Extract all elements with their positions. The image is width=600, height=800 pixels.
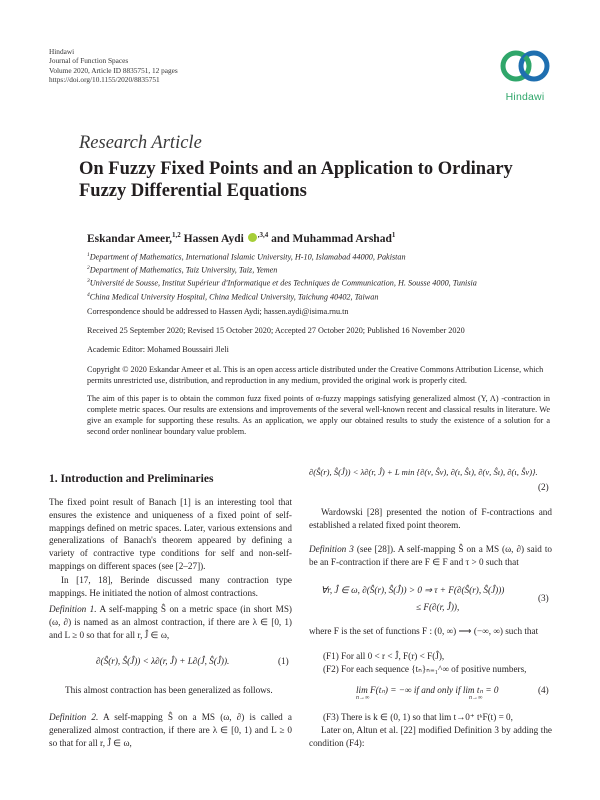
hindawi-logo-icon [498, 44, 552, 90]
article-type: Research Article [79, 133, 202, 153]
paragraph: Later on, Altun et al. [22] modified Definition 3 by adding the condition (F4): [309, 725, 552, 748]
paragraph: Wardowski [28] presented the notion of F-contractions and established a related fixed point theorem. [309, 507, 552, 530]
equation-number: (4) [538, 685, 549, 695]
equation-number: (1) [278, 656, 289, 666]
affiliation: $^4$China Medical University Hospital, China Medical University, Taichung 40402, Taiwan [87, 291, 379, 302]
limit-subscript: n→∞ [469, 695, 483, 701]
affiliation: $^3$Université de Sousse, Institut Supérieur d'Informatique et des Techniques de Communication, H. Sousse 4000, Tunisia [87, 278, 477, 289]
author-list [87, 231, 395, 245]
logo-text: Hindawi [505, 91, 545, 103]
author-name: Eskandar Ameer, [87, 232, 172, 245]
journal-line: Volume 2020, Article ID 8835751, 12 pages [49, 65, 178, 75]
equation-4: lim F(tₙ) = −∞ if and only if lim tₙ = 0 [356, 685, 499, 695]
definition-3 [309, 543, 552, 569]
condition-f3: (F3) There is k ∈ (0, 1) so that lim t→0⁺ tᵏF(t) = 0, [323, 712, 513, 722]
definition-label: Definition 2. [49, 712, 99, 722]
dates: Received 25 September 2020; Revised 15 October 2020; Accepted 27 October 2020; Published 16 November 2020 [87, 326, 465, 335]
definition-1 [49, 603, 292, 641]
journal-line: Hindawi [49, 47, 75, 56]
definition-text: (see [28]). A self-mapping Ŝ on a MS (ω, ∂) said to be an F-contraction if there are F ∈ F and τ > 0 such that [309, 544, 552, 567]
limit-subscript: n→∞ [356, 695, 370, 701]
equation-3-line-1: ∀r, Ĵ ∈ ω, ∂(Ŝ(r), Ŝ(Ĵ)) > 0 ⇒ τ + F(∂(Ŝ(r), Ŝ(Ĵ))) [321, 585, 505, 595]
hindawi-logo [498, 44, 552, 104]
equation-1: ∂(Ŝ(r), Ŝ(Ĵ)) < λ∂(r, Ĵ) + L∂(Ĵ, Ŝ(Ĵ)). [96, 656, 230, 666]
affiliation: $^2$Department of Mathematics, Taiz University, Taiz, Yemen [87, 265, 278, 275]
equation-3-line-2: ≤ F(∂(r, Ĵ)), [416, 602, 460, 612]
affiliation: $^1$Department of Mathematics, International Islamic University, H-10, Islamabad 44000, Pakistan [87, 252, 406, 262]
section-heading: 1. Introduction and Preliminaries [49, 473, 214, 485]
intro-paragraph: The fixed point result of Banach [1] is an interesting tool that ensures the existence and uniqueness of a fixed point of self-mappings defined on metric spaces. Later, various extensions and generalizations of Banach's theorem appeared by defining a variety of contractive type conditions for self and non-self-mappings on different spaces (see [2–27]). [49, 497, 292, 571]
copyright: Copyright © 2020 Eskandar Ameer et al. This is an open access article distributed under the Creative Commons Attribution License, which permits unrestricted use, distribution, and reproduction in any medium, provided the original work is properly cited. [87, 365, 544, 385]
definition-label: Definition 1. [49, 604, 97, 614]
intro-paragraph: In [17, 18], Berinde discussed many contraction type mappings. He initiated the notion of almost contractions. [49, 575, 292, 598]
condition-f2: (F2) For each sequence {tₙ}ₙ₌₁^∞ of positive numbers, [323, 664, 527, 674]
doi-link[interactable]: https://doi.org/10.1155/2020/8835751 [49, 74, 160, 84]
author-name: Hassen Aydi [183, 232, 244, 245]
equation-2: ∂(Ŝ(r), Ŝ(Ĵ)) < λ∂(r, Ĵ) + L min {∂(ν, Ŝν), ∂(ι, Ŝι), ∂(ν, Ŝι), ∂(ι, Ŝν)}. [309, 467, 538, 477]
definition-text: A self-mapping Ŝ on a metric space (in short MS) (ω, ∂) is named as an almost contraction, if there are λ ∈ [0, 1) and L ≥ 0 so that for all r, Ĵ ∈ ω, [49, 604, 292, 640]
definition-label: Definition 3 [309, 544, 354, 554]
definition-2 [49, 711, 292, 749]
academic-editor: Academic Editor: Mohamed Boussairi Jleli [87, 345, 229, 354]
author-sup: 1,2 [172, 231, 181, 239]
correspondence: Correspondence should be addressed to Hassen Aydi; hassen.aydi@isima.rnu.tn [87, 307, 349, 316]
affiliations [87, 250, 547, 303]
orcid-icon[interactable] [248, 233, 257, 242]
author-name: and Muhammad Arshad [271, 232, 392, 245]
abstract: The aim of this paper is to obtain the common fuzz fixed points of α-fuzzy mappings satisfying generalized almost (Υ, Λ) -contraction in complete metric spaces. Our results are extensions and improvements of the several well-known recent and classical results in literature. We give an example for supporting these results. As an application, we apply our obtained results to study the existence of a solution for a second order nonlinear boundary value problem. [87, 394, 550, 436]
article-title: On Fuzzy Fixed Points and an Application to Ordinary Fuzzy Differential Equations [79, 159, 513, 201]
paragraph: where F is the set of functions F : (0, ∞) ⟶ (−∞, ∞) such that [309, 626, 539, 636]
definition-text: A self-mapping Ŝ on a MS (ω, ∂) is called a generalized almost contraction, if there are λ ∈ [0, 1) and L ≥ 0 so that for all r, Ĵ ∈ ω, [49, 712, 292, 748]
journal-line: Journal of Function Spaces [49, 56, 129, 66]
journal-info [49, 47, 178, 84]
author-sup: 1 [391, 231, 396, 239]
paragraph: This almost contraction has been generalized as follows. [65, 685, 273, 695]
equation-number: (3) [538, 593, 549, 603]
author-sup: ,3,4 [257, 231, 269, 239]
condition-f1: (F1) For all 0 < r < Ĵ, F(r) < F(Ĵ), [323, 651, 445, 661]
equation-number: (2) [538, 482, 549, 492]
